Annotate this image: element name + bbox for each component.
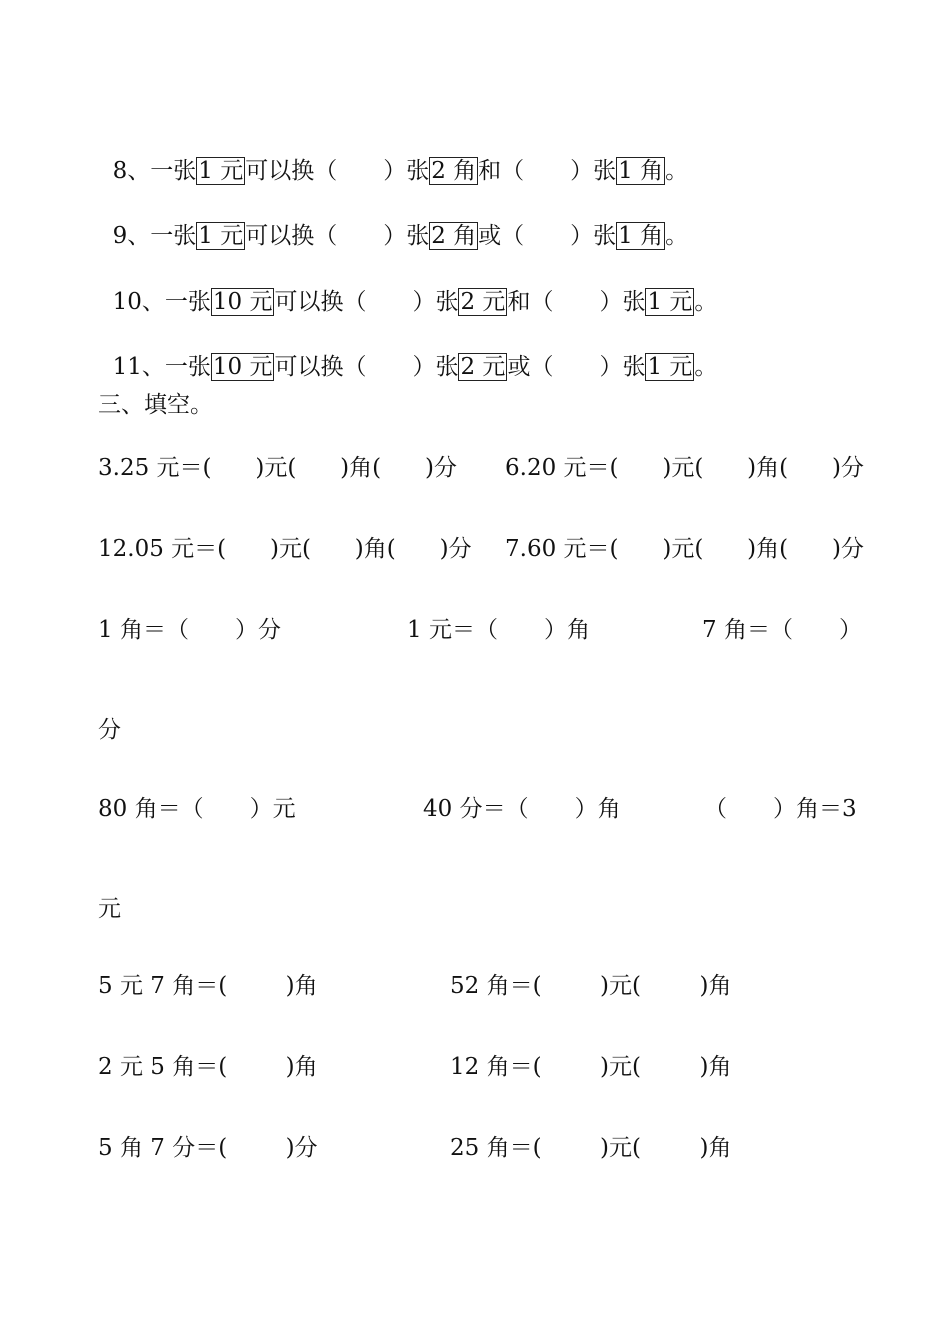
- fill-item-wrap: 元: [98, 896, 121, 922]
- fill-item: 7 角＝（ ）: [702, 617, 862, 643]
- fill-item: 2 元 5 角＝( )角: [98, 1054, 318, 1080]
- fill-item: 1 元＝（ ）角: [407, 617, 590, 643]
- bill-box: 1 角: [618, 158, 664, 184]
- fill-item: 7.60 元＝( )元( )角( )分: [505, 536, 864, 562]
- bill-box: 10 元: [212, 354, 273, 380]
- question-number: 8: [112, 158, 128, 184]
- question-number: 10: [112, 289, 142, 315]
- bill-box: 1 角: [618, 223, 664, 249]
- bill-box: 2 元: [460, 289, 506, 315]
- bill-box: 10 元: [212, 289, 273, 315]
- fill-item: 5 角 7 分＝( )分: [98, 1135, 318, 1161]
- fill-item: 3.25 元＝( )元( )角( )分: [98, 455, 457, 481]
- fill-item: 6.20 元＝( )元( )角( )分: [505, 455, 864, 481]
- fill-item: 12 角＝( )元( )角: [450, 1054, 732, 1080]
- fill-item-wrap: 分: [98, 717, 121, 743]
- fill-item: 40 分＝（ ）角: [423, 796, 621, 822]
- question-number: 11: [112, 354, 142, 380]
- bill-box: 2 角: [431, 223, 477, 249]
- fill-item: 1 角＝（ ）分: [98, 617, 281, 643]
- bill-box: 2 角: [431, 158, 477, 184]
- bill-box: 1 元: [198, 223, 244, 249]
- question-10: 10、一张10 元可以换（ ）张2 元和（ ）张1 元。: [112, 289, 718, 315]
- question-8: 8、一张1 元可以换（ ）张2 角和（ ）张1 角。: [112, 158, 689, 184]
- fill-item: （ ）角＝3: [704, 796, 857, 822]
- bill-box: 2 元: [460, 354, 506, 380]
- fill-item: 5 元 7 角＝( )角: [98, 973, 318, 999]
- question-number: 9: [112, 223, 128, 249]
- fill-item: 25 角＝( )元( )角: [450, 1135, 732, 1161]
- bill-box: 1 元: [647, 354, 693, 380]
- question-11: 11、一张10 元可以换（ ）张2 元或（ ）张1 元。: [112, 354, 718, 380]
- fill-item: 12.05 元＝( )元( )角( )分: [98, 536, 472, 562]
- section-title: 三、填空。: [98, 392, 213, 418]
- bill-box: 1 元: [198, 158, 244, 184]
- fill-item: 80 角＝（ ）元: [98, 796, 296, 822]
- bill-box: 1 元: [647, 289, 693, 315]
- question-9: 9、一张1 元可以换（ ）张2 角或（ ）张1 角。: [112, 223, 689, 249]
- fill-item: 52 角＝( )元( )角: [450, 973, 732, 999]
